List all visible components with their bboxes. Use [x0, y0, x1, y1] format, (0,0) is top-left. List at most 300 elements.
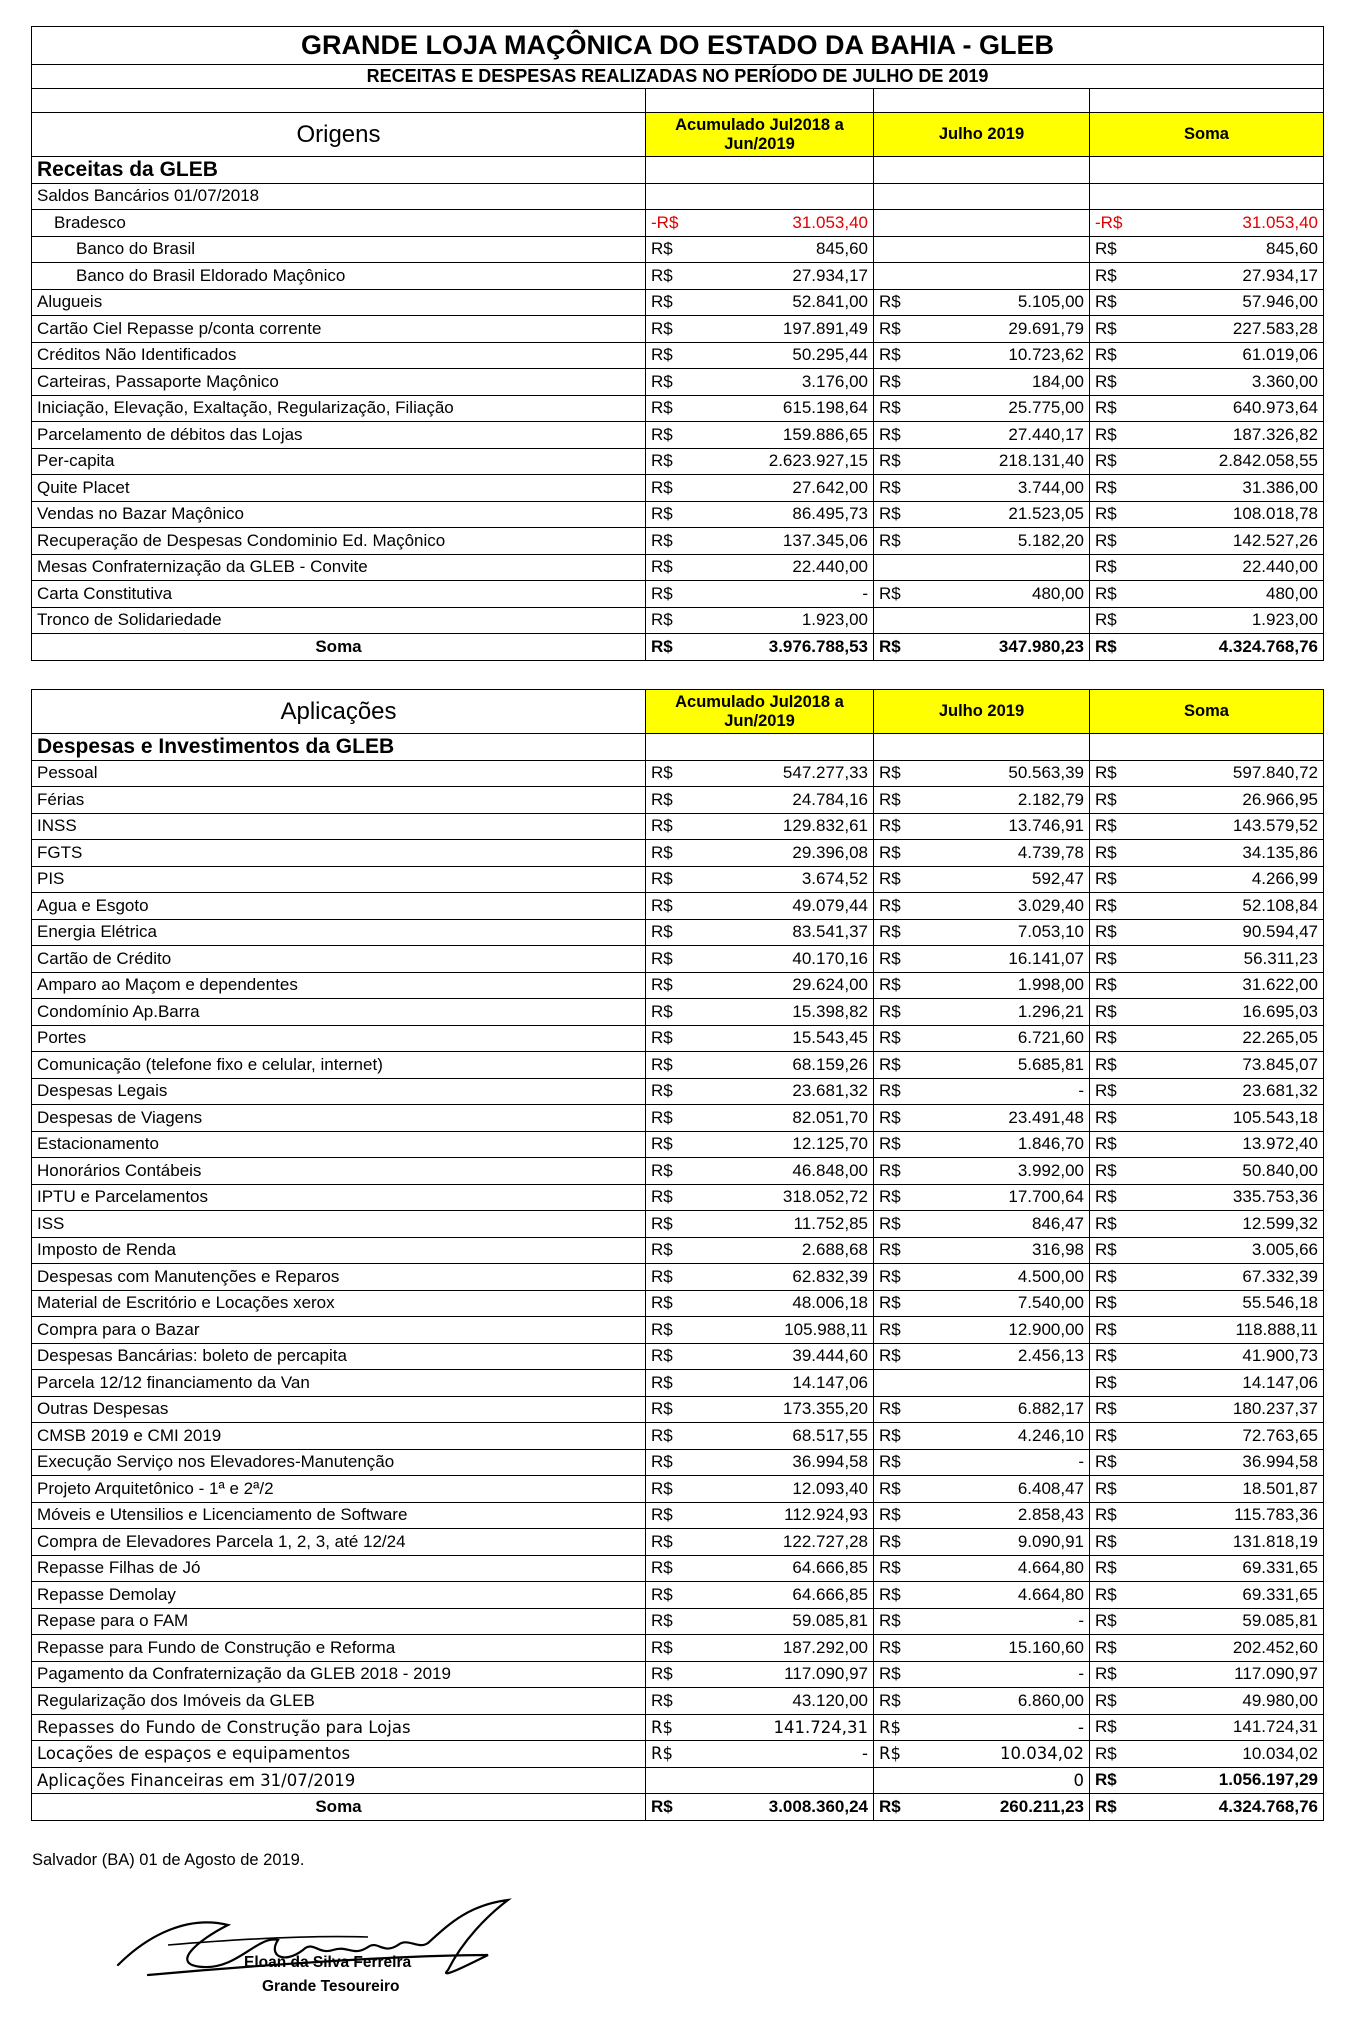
currency-symbol: R$ [1095, 1452, 1117, 1472]
currency-symbol: R$ [1095, 265, 1117, 285]
currency-symbol: R$ [879, 1664, 901, 1684]
amount-value: 14.147,06 [792, 1372, 868, 1392]
row-label: ISS [32, 1211, 646, 1238]
table-row [32, 813, 1324, 840]
month-cell [874, 893, 1090, 920]
signer-name: Eloan da Silva Ferreira [244, 1954, 412, 1971]
currency-symbol: R$ [879, 1637, 901, 1657]
currency-symbol: R$ [879, 398, 901, 418]
currency-symbol: R$ [879, 1558, 901, 1578]
sum-cell [1090, 1078, 1324, 1105]
table-row [32, 1529, 1324, 1556]
amount-value: 59.085,81 [792, 1611, 868, 1631]
amount-value: 143.579,52 [1232, 816, 1318, 836]
table-row [32, 1476, 1324, 1503]
currency-symbol: R$ [1095, 451, 1117, 471]
currency-symbol: R$ [879, 504, 901, 524]
amount-value: 67.332,39 [1242, 1266, 1318, 1286]
currency-symbol: R$ [651, 1584, 673, 1604]
amount-value: 50.840,00 [1242, 1160, 1318, 1180]
amount-value: 15.160,60 [1008, 1637, 1084, 1657]
amount-value: 845,60 [1266, 239, 1318, 259]
table-row [32, 760, 1324, 787]
currency-symbol: R$ [1095, 239, 1117, 259]
amount-value: 1.846,70 [1017, 1134, 1084, 1154]
document-title: GRANDE LOJA MAÇÔNICA DO ESTADO DA BAHIA - GLEB [32, 27, 1324, 65]
currency-symbol: R$ [651, 1690, 673, 1710]
table-row [32, 1635, 1324, 1662]
sum-cell [1090, 1502, 1324, 1529]
table-row [32, 840, 1324, 867]
amount-value: - [862, 583, 868, 603]
currency-symbol: R$ [1095, 345, 1117, 365]
accumulated-cell [646, 1688, 874, 1715]
sum-cell [1090, 475, 1324, 502]
sum-cell [1090, 1741, 1324, 1768]
row-label: Cartão Ciel Repasse p/conta corrente [32, 316, 646, 343]
table-row [32, 448, 1324, 475]
currency-symbol: R$ [1095, 398, 1117, 418]
row-label: Regularização dos Imóveis da GLEB [32, 1688, 646, 1715]
currency-symbol: R$ [879, 842, 901, 862]
amount-value: 31.622,00 [1242, 975, 1318, 995]
place-date: Salvador (BA) 01 de Agosto de 2019. [32, 1851, 305, 1869]
currency-symbol: R$ [1095, 948, 1117, 968]
currency-symbol: R$ [1095, 504, 1117, 524]
accumulated-cell [646, 1105, 874, 1132]
currency-symbol: R$ [651, 292, 673, 312]
accumulated-cell [646, 607, 874, 634]
table-row [32, 316, 1324, 343]
month-cell [874, 1582, 1090, 1609]
sum-cell [1090, 1555, 1324, 1582]
amount-value: 180.237,37 [1232, 1399, 1318, 1419]
month-cell [874, 475, 1090, 502]
month-cell [874, 1264, 1090, 1291]
currency-symbol: R$ [879, 1452, 901, 1472]
sum-cell [1090, 1025, 1324, 1052]
amount-value: 173.355,20 [782, 1399, 868, 1419]
month-cell [874, 946, 1090, 973]
row-label: Condomínio Ap.Barra [32, 999, 646, 1026]
table-row [32, 210, 1324, 237]
accumulated-cell [646, 1582, 874, 1609]
sum-cell [1090, 1237, 1324, 1264]
currency-symbol: R$ [879, 530, 901, 550]
row-label: Parcelamento de débitos das Lojas [32, 422, 646, 449]
amount-value: 27.440,17 [1008, 424, 1084, 444]
amount-value: 3.992,00 [1017, 1160, 1084, 1180]
amount-value: 72.763,65 [1242, 1425, 1318, 1445]
currency-symbol: R$ [879, 1319, 901, 1339]
amount-value: 2.858,43 [1017, 1505, 1084, 1525]
amount-value: 5.105,00 [1017, 292, 1084, 312]
row-label: FGTS [32, 840, 646, 867]
sum-cell [1090, 1211, 1324, 1238]
accumulated-cell [646, 501, 874, 528]
amount-value: 115.783,36 [1234, 1505, 1318, 1525]
amount-value: 50.563,39 [1008, 763, 1084, 783]
table-row [32, 607, 1324, 634]
table-row [32, 475, 1324, 502]
accumulated-cell [646, 263, 874, 290]
sum-cell [1090, 263, 1324, 290]
month-cell [874, 1767, 1090, 1794]
month-cell [874, 448, 1090, 475]
month-cell [874, 1370, 1090, 1397]
currency-symbol: R$ [879, 869, 901, 889]
currency-symbol: R$ [651, 975, 673, 995]
amount-value: 2.456,13 [1017, 1346, 1084, 1366]
accumulated-cell [646, 395, 874, 422]
currency-symbol: R$ [651, 1081, 673, 1101]
row-label: Repasse Filhas de Jó [32, 1555, 646, 1582]
month-cell [874, 1608, 1090, 1635]
amount-value: 10.034,02 [1242, 1743, 1318, 1763]
row-label: Banco do Brasil Eldorado Maçônico [32, 263, 646, 290]
amount-value: 29.624,00 [792, 975, 868, 995]
accumulated-cell [646, 1608, 874, 1635]
amount-value: 141.724,31 [773, 1717, 868, 1737]
sum-cell [1090, 1767, 1324, 1794]
amount-value: 187.292,00 [782, 1637, 868, 1657]
currency-symbol: R$ [1095, 610, 1117, 630]
accumulated-cell [646, 1131, 874, 1158]
currency-symbol: R$ [1095, 1531, 1117, 1551]
row-label: Parcela 12/12 financiamento da Van [32, 1370, 646, 1397]
amount-value: 26.966,95 [1242, 789, 1318, 809]
currency-symbol: R$ [651, 1134, 673, 1154]
table-row [32, 1131, 1324, 1158]
month-cell [874, 289, 1090, 316]
currency-symbol: R$ [879, 922, 901, 942]
row-label: Portes [32, 1025, 646, 1052]
amount-value: 7.053,10 [1017, 922, 1084, 942]
sum-cell [1090, 554, 1324, 581]
origens-table [31, 26, 1324, 661]
row-label: Projeto Arquitetônico - 1ª e 2ª/2 [32, 1476, 646, 1503]
amount-value: 592,47 [1032, 869, 1084, 889]
sum-cell [1090, 395, 1324, 422]
table-row [32, 919, 1324, 946]
amount-value: 34.135,86 [1242, 842, 1318, 862]
amount-value: 0 [1073, 1770, 1084, 1790]
row-label: Mesas Confraternização da GLEB - Convite [32, 554, 646, 581]
accumulated-cell [646, 787, 874, 814]
month-cell [874, 1476, 1090, 1503]
currency-symbol: R$ [879, 1505, 901, 1525]
accumulated-cell [646, 1502, 874, 1529]
table-row [32, 528, 1324, 555]
currency-symbol: R$ [651, 1425, 673, 1445]
row-label: Bradesco [32, 210, 646, 237]
sum-cell [1090, 1423, 1324, 1450]
amount-value: 21.523,05 [1008, 504, 1084, 524]
month-cell [874, 1317, 1090, 1344]
amount-value: 4.500,00 [1017, 1266, 1084, 1286]
sum-cell [1090, 236, 1324, 263]
amount-value: 4.739,78 [1017, 842, 1084, 862]
row-label: Amparo ao Maçom e dependentes [32, 972, 646, 999]
total-row [32, 1794, 1324, 1821]
currency-symbol: R$ [1095, 583, 1117, 603]
amount-value: 117.090,97 [1234, 1664, 1318, 1684]
currency-symbol: R$ [651, 1266, 673, 1286]
currency-symbol: R$ [1095, 1001, 1117, 1021]
amount-value: 118.888,11 [1235, 1319, 1318, 1339]
currency-symbol: R$ [651, 1213, 673, 1233]
currency-symbol: R$ [1095, 975, 1117, 995]
currency-symbol: R$ [879, 1425, 901, 1445]
currency-symbol: R$ [1095, 1664, 1117, 1684]
sum-cell [1090, 210, 1324, 237]
amount-value: 59.085,81 [1242, 1611, 1318, 1631]
table-row [32, 1767, 1324, 1794]
accumulated-cell [646, 1396, 874, 1423]
accumulated-cell [646, 475, 874, 502]
amount-value: 4.324.768,76 [1218, 1796, 1318, 1816]
amount-value: 3.008.360,24 [768, 1796, 868, 1816]
currency-symbol: R$ [879, 318, 901, 338]
table-row [32, 1582, 1324, 1609]
amount-value: 68.517,55 [792, 1425, 868, 1445]
month-cell [874, 840, 1090, 867]
currency-symbol: R$ [1095, 1796, 1117, 1816]
currency-symbol: R$ [1095, 292, 1117, 312]
table-row [32, 1343, 1324, 1370]
table-row [32, 1555, 1324, 1582]
month-cell [874, 1449, 1090, 1476]
currency-symbol: R$ [1095, 763, 1117, 783]
col-accumulated-header: Acumulado Jul2018 a Jun/2019 [646, 690, 874, 734]
row-label: Despesas Legais [32, 1078, 646, 1105]
sum-cell [1090, 1184, 1324, 1211]
month-cell [874, 395, 1090, 422]
currency-symbol: R$ [1095, 424, 1117, 444]
row-label: Repasse para Fundo de Construção e Reforma [32, 1635, 646, 1662]
month-cell [874, 1343, 1090, 1370]
sum-cell [1090, 1158, 1324, 1185]
amount-value: 184,00 [1032, 371, 1084, 391]
currency-symbol: R$ [1095, 1611, 1117, 1631]
currency-symbol: R$ [651, 789, 673, 809]
currency-symbol: -R$ [651, 212, 679, 232]
currency-symbol: R$ [879, 1134, 901, 1154]
aplicacoes-table [31, 689, 1324, 1821]
sum-cell [1090, 1449, 1324, 1476]
sum-cell [1090, 946, 1324, 973]
currency-symbol: R$ [1095, 1187, 1117, 1207]
currency-symbol: R$ [879, 371, 901, 391]
total-month-cell [874, 1794, 1090, 1821]
amount-value: - [1078, 1081, 1084, 1101]
currency-symbol: R$ [651, 1054, 673, 1074]
amount-value: 43.120,00 [792, 1690, 868, 1710]
amount-value: 31.053,40 [792, 212, 868, 232]
sum-cell [1090, 1661, 1324, 1688]
col-sum-header: Soma [1090, 113, 1324, 157]
table-row [32, 946, 1324, 973]
month-cell [874, 554, 1090, 581]
currency-symbol: R$ [651, 1796, 673, 1816]
currency-symbol: R$ [1095, 1319, 1117, 1339]
receitas-section-title: Receitas da GLEB [32, 157, 646, 184]
accumulated-cell [646, 1317, 874, 1344]
sum-cell [1090, 422, 1324, 449]
currency-symbol: R$ [1095, 1266, 1117, 1286]
amount-value: 2.182,79 [1017, 789, 1084, 809]
amount-value: 335.753,36 [1232, 1187, 1318, 1207]
amount-value: 142.527,26 [1232, 530, 1318, 550]
amount-value: - [1078, 1452, 1084, 1472]
currency-symbol: R$ [879, 1240, 901, 1260]
amount-value: 36.994,58 [792, 1452, 868, 1472]
currency-symbol: R$ [651, 477, 673, 497]
sum-cell [1090, 813, 1324, 840]
amount-value: 17.700,64 [1008, 1187, 1084, 1207]
row-label: Quite Placet [32, 475, 646, 502]
table-row [32, 1714, 1324, 1741]
sum-cell [1090, 1714, 1324, 1741]
currency-symbol: R$ [651, 1611, 673, 1631]
month-cell [874, 1290, 1090, 1317]
amount-value: 137.345,06 [782, 530, 868, 550]
row-label: Agua e Esgoto [32, 893, 646, 920]
month-cell [874, 919, 1090, 946]
row-label: Material de Escritório e Locações xerox [32, 1290, 646, 1317]
row-label: Móveis e Utensilios e Licenciamento de Software [32, 1502, 646, 1529]
accumulated-cell [646, 236, 874, 263]
table-row [32, 1105, 1324, 1132]
currency-symbol: R$ [1095, 1637, 1117, 1657]
currency-symbol: R$ [651, 1399, 673, 1419]
month-cell [874, 1211, 1090, 1238]
row-label: Estacionamento [32, 1131, 646, 1158]
amount-value: 1.056.197,29 [1218, 1770, 1318, 1790]
table-row [32, 1608, 1324, 1635]
accumulated-cell [646, 422, 874, 449]
amount-value: 31.053,40 [1242, 212, 1318, 232]
currency-symbol: R$ [1095, 371, 1117, 391]
row-label: Locações de espaços e equipamentos [32, 1741, 646, 1768]
currency-symbol: R$ [651, 583, 673, 603]
row-label: CMSB 2019 e CMI 2019 [32, 1423, 646, 1450]
amount-value: 23.491,48 [1008, 1107, 1084, 1127]
accumulated-cell [646, 1158, 874, 1185]
amount-value: 39.444,60 [792, 1346, 868, 1366]
currency-symbol: R$ [651, 1346, 673, 1366]
currency-symbol: R$ [1095, 789, 1117, 809]
amount-value: 15.543,45 [792, 1028, 868, 1048]
accumulated-cell [646, 1211, 874, 1238]
currency-symbol: R$ [1095, 1081, 1117, 1101]
sum-cell [1090, 1370, 1324, 1397]
sum-cell [1090, 866, 1324, 893]
accumulated-cell [646, 840, 874, 867]
currency-symbol: R$ [1095, 1478, 1117, 1498]
col-month-header: Julho 2019 [874, 690, 1090, 734]
total-sum-cell [1090, 634, 1324, 661]
row-label: Per-capita [32, 448, 646, 475]
currency-symbol: R$ [1095, 1372, 1117, 1392]
amount-value: 597.840,72 [1232, 763, 1318, 783]
row-label: Tronco de Solidariedade [32, 607, 646, 634]
total-row [32, 634, 1324, 661]
currency-symbol: R$ [651, 1187, 673, 1207]
month-cell [874, 813, 1090, 840]
currency-symbol: R$ [879, 948, 901, 968]
amount-value: 11.752,85 [793, 1213, 868, 1233]
month-cell [874, 263, 1090, 290]
currency-symbol: R$ [1095, 557, 1117, 577]
row-label: Vendas no Bazar Maçônico [32, 501, 646, 528]
amount-value: 1.296,21 [1017, 1001, 1084, 1021]
table-row [32, 395, 1324, 422]
accumulated-cell [646, 1370, 874, 1397]
currency-symbol: R$ [651, 869, 673, 889]
amount-value: 25.775,00 [1008, 398, 1084, 418]
table-row [32, 1184, 1324, 1211]
amount-value: 4.664,80 [1017, 1558, 1084, 1578]
month-cell [874, 760, 1090, 787]
currency-symbol: R$ [879, 1399, 901, 1419]
month-cell [874, 1661, 1090, 1688]
amount-value: 4.266,99 [1251, 869, 1318, 889]
currency-symbol: R$ [651, 636, 673, 656]
currency-symbol: R$ [1095, 869, 1117, 889]
amount-value: 86.495,73 [792, 504, 868, 524]
month-cell [874, 999, 1090, 1026]
currency-symbol: R$ [879, 1293, 901, 1313]
amount-value: 61.019,06 [1242, 345, 1318, 365]
row-label: PIS [32, 866, 646, 893]
currency-symbol: R$ [879, 345, 901, 365]
currency-symbol: R$ [651, 1028, 673, 1048]
accumulated-cell [646, 1741, 874, 1768]
amount-value: 22.265,05 [1242, 1028, 1318, 1048]
amount-value: 15.398,82 [792, 1001, 868, 1021]
accumulated-cell [646, 316, 874, 343]
accumulated-cell [646, 210, 874, 237]
month-cell [874, 1025, 1090, 1052]
currency-symbol: R$ [879, 1213, 901, 1233]
currency-symbol: R$ [879, 1107, 901, 1127]
aplicacoes-label: Aplicações [32, 690, 646, 734]
table-row [32, 1025, 1324, 1052]
amount-value: 12.900,00 [1008, 1319, 1084, 1339]
month-cell [874, 607, 1090, 634]
row-label: Recuperação de Despesas Condominio Ed. Maçônico [32, 528, 646, 555]
sum-cell [1090, 1688, 1324, 1715]
table-row [32, 893, 1324, 920]
amount-value: 56.311,23 [1243, 948, 1318, 968]
amount-value: 131.818,19 [1232, 1531, 1318, 1551]
amount-value: 108.018,78 [1232, 504, 1318, 524]
amount-value: 22.440,00 [792, 557, 868, 577]
accumulated-cell [646, 893, 874, 920]
month-cell [874, 1529, 1090, 1556]
total-accumulated-cell [646, 634, 874, 661]
accumulated-cell [646, 369, 874, 396]
amount-value: 90.594,47 [1242, 922, 1318, 942]
currency-symbol: R$ [651, 504, 673, 524]
currency-symbol: R$ [879, 789, 901, 809]
total-sum-cell [1090, 1794, 1324, 1821]
month-cell [874, 369, 1090, 396]
accumulated-cell [646, 554, 874, 581]
amount-value: 16.141,07 [1008, 948, 1084, 968]
sum-cell [1090, 919, 1324, 946]
